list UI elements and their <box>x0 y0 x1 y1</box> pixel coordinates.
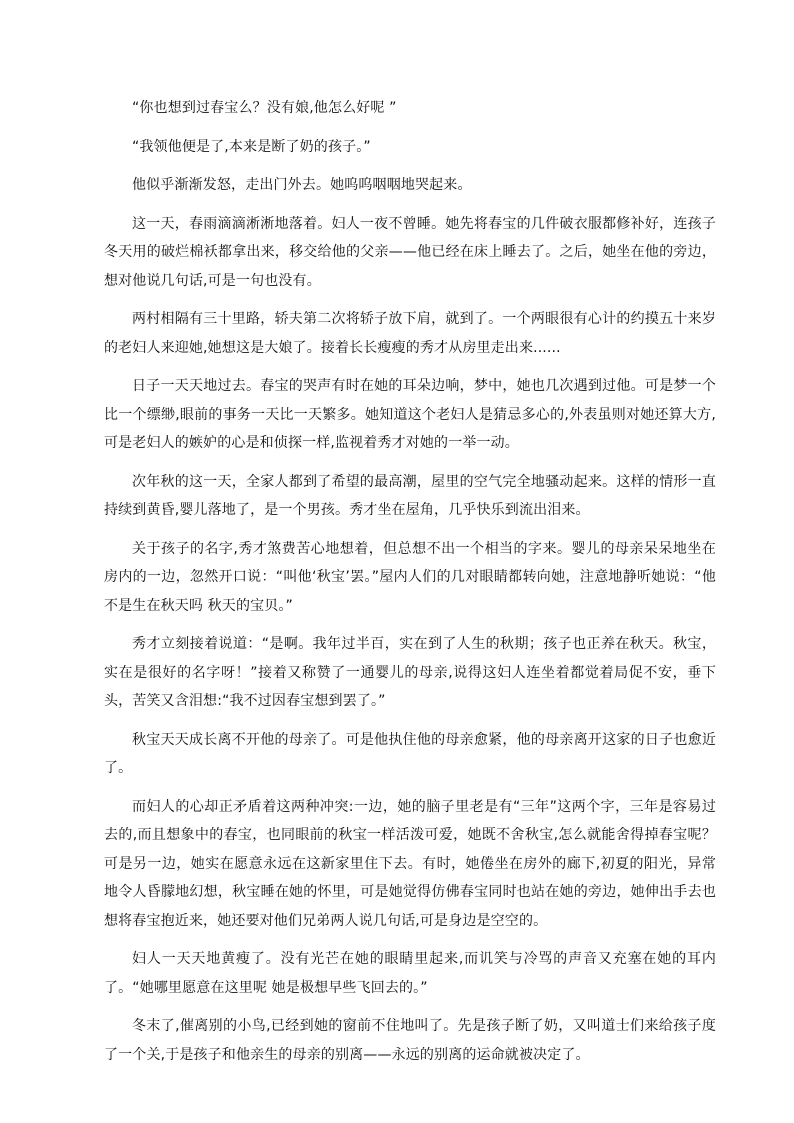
paragraph: 妇人一天天地黄瘦了。没有光芒在她的眼睛里起来,而讥笑与冷骂的声音又充塞在她的耳内了。“她哪里愿意在这里呢 她是极想早些飞回去的。” <box>104 951 716 996</box>
document-body <box>104 94 716 1079</box>
paragraph: “我领他便是了,本来是断了奶的孩子。” <box>132 138 371 155</box>
paragraph: “你也想到过春宝么？没有娘,他怎么好呢 ” <box>132 100 397 116</box>
paragraph: 他似乎渐渐发怒，走出门外去。她呜呜咽咽地哭起来。 <box>132 177 472 193</box>
paragraph: 秀才立刻接着说道：“是啊。我年过半百，实在到了人生的秋期；孩子也正养在秋天。秋宝，实在是很好的名字呀！”接着又称赞了一通婴儿的母亲,说得这妇人连坐着都觉着局促不安，垂下头，苦笑又含泪想:“我不过因春宝想到罢了。” <box>104 636 716 709</box>
paragraph: 日子一天天地过去。春宝的哭声有时在她的耳朵边响，梦中，她也几次遇到过他。可是梦一个比一个缥缈,眼前的事务一天比一天繁多。她知道这个老妇人是猜忌多心的,外表虽则对她还算大方,可是老妇人的嫉妒的心是和侦探一样,监视着秀才对她的一举一动。 <box>104 378 716 451</box>
paragraph: 次年秋的这一天，全家人都到了希望的最高潮，屋里的空气完全地骚动起来。这样的情形一直持续到黄昏,婴儿落地了，是一个男孩。秀才坐在屋角，几乎快乐到流出泪来。 <box>104 473 716 518</box>
paragraph: 冬末了,催离别的小鸟,已经到她的窗前不住地叫了。先是孩子断了奶，又叫道士们来给孩子度了一个关,于是孩子和他亲生的母亲的别离——永远的别离的运命就被决定了。 <box>104 1018 716 1063</box>
paragraph: 而妇人的心却正矛盾着这两种冲突:一边，她的脑子里老是有“三年”这两个字，三年是容易过去的,而且想象中的春宝，也同眼前的秋宝一样活泼可爱，她既不舍秋宝,怎么就能舍得掉春宝呢？可是另一边，她实在愿意永远在这新家里住下去。有时，她倦坐在房外的廊下,初夏的阳光，异常地令人昏朦地幻想，秋宝睡在她的怀里，可是她觉得仿佛春宝同时也站在她的旁边，她伸出手去也想将春宝抱近来，她还要对他们兄弟两人说几句话,可是身边是空空的。 <box>104 798 716 929</box>
paragraph: 秋宝天天成长离不开他的母亲了。可是他执住他的母亲愈紧，他的母亲离开这家的日子也愈近了。 <box>104 731 716 776</box>
paragraph: 两村相隔有三十里路，轿夫第二次将轿子放下肩，就到了。一个两眼很有心计的约摸五十来岁的老妇人来迎她,她想这是大娘了。接着长长瘦瘦的秀才从房里走出来...... <box>104 311 716 356</box>
paragraph: 关于孩子的名字,秀才煞费苦心地想着，但总想不出一个相当的字来。婴儿的母亲呆呆地坐在房内的一边，忽然开口说：“叫他‘秋宝’罢。”屋内人们的几对眼睛都转向她，注意地静听她说：“他不是生在秋天吗 秋天的宝贝。” <box>104 540 716 614</box>
paragraph: 这一天，春雨滴滴淅淅地落着。妇人一夜不曾睡。她先将春宝的几件破衣服都修补好，连孩子冬天用的破烂棉袄都拿出来，移交给他的父亲——他已经在床上睡去了。之后，她坐在他的旁边，想对他说几句话,可是一句也没有。 <box>104 215 716 289</box>
